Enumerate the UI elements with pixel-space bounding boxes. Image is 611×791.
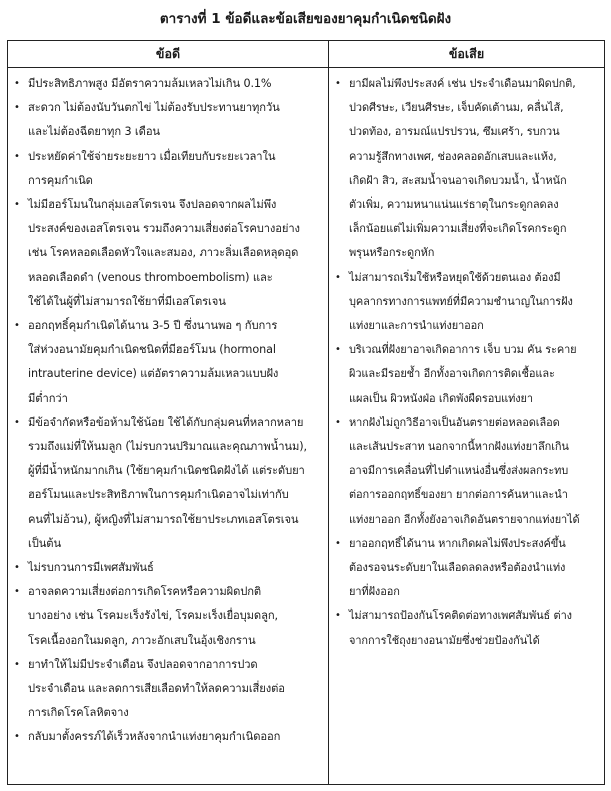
item-text-line: ออกฤทธิ์คุมกำเนิดได้นาน 3-5 ปี ซึ่งนานพอ ๆ กับการ	[28, 319, 278, 333]
disadvantages-list	[333, 72, 600, 653]
item-text-line: แท่งยาออก อีกทั้งยังอาจเกิดอันตรายจากแท่งยาได้	[349, 512, 580, 526]
item-text-line: ยาออกฤทธิ์ได้นาน หากเกิดผลไม่พึงประสงค์ขึ้น	[349, 536, 566, 550]
item-text-line: แผลเป็น ผิวหนังฝ่อ เกิดพังผืดรอบแท่งยา	[349, 391, 533, 405]
item-text-line: ต้องรอจนระดับยาในเลือดลดลงหรือต้องนำแท่ง	[349, 561, 566, 575]
bullet-icon: •	[335, 271, 341, 283]
disadvantages-header: ข้อเสีย	[329, 41, 605, 68]
item-text-line: โรคเนื้องอกในมดลูก, ภาวะอักเสบในอุ้งเชิงกราน	[28, 633, 256, 647]
bullet-icon: •	[14, 731, 20, 743]
item-text-line: คนที่ไม่อ้วน), ผู้หญิงที่ไม่สามารถใช้ยาประเภทเอสโตรเจน	[28, 512, 299, 526]
item-text-line: รวมถึงแม่ที่ให้นมลูก (ไม่รบกวนปริมาณและคุณภาพน้ำนม),	[28, 440, 307, 454]
item-text-line: เล็กน้อยแต่ไม่เพิ่มความเสี่ยงที่จะเกิดโรคกระดูก	[349, 222, 567, 236]
item-text-line: พรุนหรือกระดูกหัก	[349, 246, 435, 260]
item-text-line: หากฝังไม่ถูกวิธีอาจเป็นอันตรายต่อหลอดเลือด	[349, 415, 560, 429]
bullet-icon: •	[14, 658, 20, 670]
item-text-line: ประหยัดค่าใช้จ่ายระยะยาว เมื่อเทียบกับระยะเวลาใน	[28, 149, 276, 163]
item-text-line: มีต่ำกว่า	[28, 391, 68, 405]
item-text-line: เป็นต้น	[28, 536, 61, 550]
bullet-icon: •	[14, 320, 20, 332]
item-text-line: ไม่มีฮอร์โมนในกลุ่มเอสโตรเจน จึงปลอดจากผลไม่พึง	[28, 198, 277, 212]
advantage-item	[12, 314, 324, 411]
item-text-line: และไม่ต้องฉีดยาทุก 3 เดือน	[28, 125, 160, 139]
bullet-icon: •	[14, 586, 20, 598]
item-text-line: ต่อการออกฤทธิ์ของยา ยากต่อการค้นหาและนำ	[349, 488, 568, 502]
bullet-icon: •	[335, 344, 341, 356]
item-text-line: ไม่สามารถป้องกันโรคติดต่อทางเพศสัมพันธ์ ต่าง	[349, 609, 572, 623]
item-text-line: ปวดศีรษะ, เวียนศีรษะ, เจ็บคัดเต้านม, คลื่นไส้,	[349, 101, 564, 115]
disadvantage-item	[333, 604, 600, 652]
item-text-line: ปวดท้อง, อารมณ์แปรปรวน, ซึมเศร้า, รบกวน	[349, 125, 560, 139]
item-text-line: และเส้นประสาท นอกจากนี้หากฝังแท่งยาลึกเกิน	[349, 440, 569, 454]
item-text-line: อาจลดความเสี่ยงต่อการเกิดโรคหรือความผิดปกติ	[28, 585, 262, 599]
item-text-line: ฮอร์โมนและประสิทธิภาพในการคุมกำเนิดอาจไม่เท่ากับ	[28, 488, 289, 502]
advantage-item	[12, 580, 324, 653]
disadvantage-item	[333, 266, 600, 339]
item-text-line: ยาที่ฝังออก	[349, 585, 400, 599]
item-text-line: หลอดเลือดดำ (venous thromboembolism) และ	[28, 270, 273, 284]
bullet-icon: •	[14, 150, 20, 162]
bullet-icon: •	[335, 416, 341, 428]
disadvantage-item	[333, 532, 600, 605]
item-text-line: เช่น โรคหลอดเลือดหัวใจและสมอง, ภาวะลิ่มเลือดหลุดอุด	[28, 246, 299, 260]
item-text-line: กลับมาตั้งครรภ์ได้เร็วหลังจากนำแท่งยาคุมกำเนิดออก	[28, 730, 281, 744]
disadvantages-cell	[329, 68, 605, 785]
item-text-line: การเกิดโรคโลหิตจาง	[28, 706, 129, 720]
item-text-line: ไม่รบกวนการมีเพศสัมพันธ์	[28, 561, 154, 575]
item-text-line: บุคลากรทางการแพทย์ที่มีความชำนาญในการฝัง	[349, 294, 573, 308]
bullet-icon: •	[335, 537, 341, 549]
item-text-line: ยามีผลไม่พึงประสงค์ เช่น ประจำเดือนมาผิดปกติ,	[349, 77, 576, 90]
item-text-line: อาจมีการเคลื่อนที่ไปตำแหน่งอื่นซึ่งส่งผลกระทบ	[349, 464, 569, 478]
item-text-line: จากการใช้ถุงยางอนามัยซึ่งช่วยป้องกันได้	[349, 633, 540, 647]
disadvantage-item	[333, 338, 600, 411]
bullet-icon: •	[14, 199, 20, 211]
item-text-line: บางอย่าง เช่น โรคมะเร็งรังไข่, โรคมะเร็งเยื่อบุมดลูก,	[28, 609, 278, 623]
item-text-line: เกิดฝ้า สิว, สะสมน้ำจนอาจเกิดบวมน้ำ, น้ำหนัก	[349, 173, 567, 187]
table-title: ตารางที่ 1 ข้อดีและข้อเสียของยาคุมกำเนิดชนิดฝัง	[159, 11, 452, 27]
item-text-line: มีประสิทธิภาพสูง มีอัตราความล้มเหลวไม่เกิน 0.1%	[28, 77, 272, 90]
bullet-icon: •	[14, 562, 20, 574]
item-text-line: แท่งยาและการนำแท่งยาออก	[349, 319, 484, 333]
bullet-icon: •	[14, 78, 20, 89]
item-text-line: ตัวเพิ่ม, ความหนาแน่นแร่ธาตุในกระดูกลดลง	[349, 198, 559, 212]
item-text-line: บริเวณที่ฝังยาอาจเกิดอาการ เจ็บ บวม คัน ระคาย	[349, 343, 577, 357]
advantage-item	[12, 556, 324, 580]
item-text-line: ใช้ได้ในผู้ที่ไม่สามารถใช้ยาที่มีเอสโตรเจน	[28, 294, 226, 308]
item-text-line: ประจำเดือน และลดการเสียเลือดทำให้ลดความเสี่ยงต่อ	[28, 682, 285, 696]
item-text-line: มีข้อจำกัดหรือข้อห้ามใช้น้อย ใช้ได้กับกลุ่มคนที่หลากหลาย	[28, 415, 304, 429]
item-text-line: ไม่สามารถเริ่มใช้หรือหยุดใช้ด้วยตนเอง ต้องมี	[349, 270, 561, 284]
advantage-item	[12, 145, 324, 193]
advantages-list	[12, 72, 324, 750]
item-text-line: intrauterine device) แต่อัตราความล้มเหลวแบบฝัง	[28, 367, 279, 381]
bullet-icon: •	[14, 416, 20, 428]
item-text-line: ผู้ที่มีน้ำหนักมากเกิน (ใช้ยาคุมกำเนิดชนิดฝังได้ แต่ระดับยา	[28, 464, 305, 478]
advantage-item	[12, 96, 324, 144]
advantage-item	[12, 725, 324, 749]
advantage-item	[12, 411, 324, 556]
item-text-line: ผิวและมีรอยช้ำ อีกทั้งอาจเกิดการติดเชื้อและ	[349, 367, 555, 381]
item-text-line: ยาทำให้ไม่มีประจำเดือน จึงปลอดจากอาการปวด	[28, 657, 258, 671]
advantage-item	[12, 193, 324, 314]
advantages-header: ข้อดี	[8, 41, 329, 68]
disadvantage-item	[333, 72, 600, 266]
comparison-table	[7, 40, 605, 785]
item-text-line: ใส่ห่วงอนามัยคุมกำเนิดชนิดที่มีฮอร์โมน (hormonal	[28, 343, 276, 357]
disadvantage-item	[333, 411, 600, 532]
content-row	[8, 68, 605, 785]
item-text-line: สะดวก ไม่ต้องนับวันตกไข่ ไม่ต้องรับประทานยาทุกวัน	[28, 101, 280, 115]
item-text-line: ความรู้สึกทางเพศ, ช่องคลอดอักเสบและแห้ง,	[349, 149, 557, 163]
advantage-item	[12, 653, 324, 726]
advantage-item	[12, 72, 324, 96]
bullet-icon: •	[335, 610, 341, 622]
bullet-icon: •	[14, 102, 20, 114]
item-text-line: การคุมกำเนิด	[28, 173, 93, 187]
item-text-line: ประสงค์ของเอสโตรเจน รวมถึงความเสี่ยงต่อโรคบางอย่าง	[28, 222, 300, 236]
header-row	[8, 41, 605, 68]
bullet-icon: •	[335, 78, 341, 89]
advantages-cell	[8, 68, 329, 785]
